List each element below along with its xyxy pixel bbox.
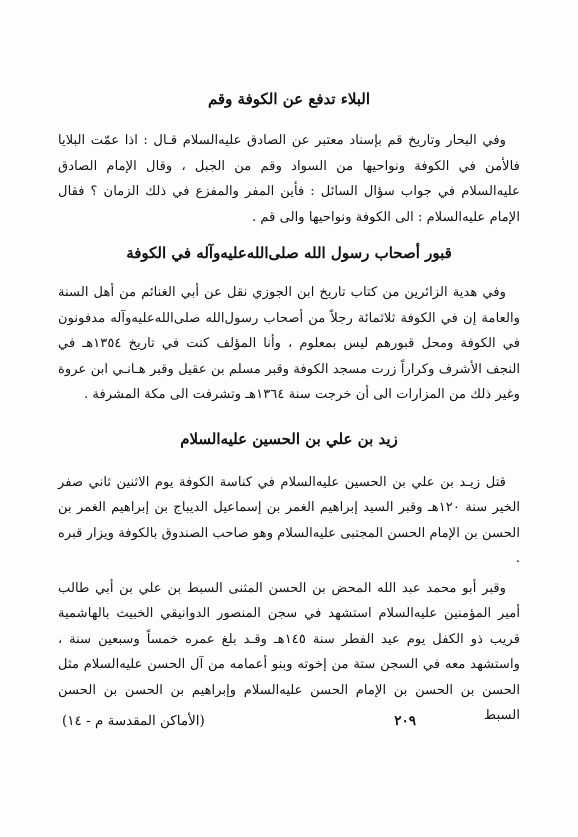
paragraph-zayd-1: قتل زيـد بن علي بن الحسين عليه‌السلام في كناسة الكوفة يوم الاثنين ثاني صفر الخير سنة ١٢٠هـ وقبر السيد إبراهيم الغمر بن إسماعيل الديباج بن إبراهيم الغمر بن الحسن بن الإمام الحسن المجتبى عليه‌السلام وهو صاحب الصندوق بالكوفة ويزار قبره .	[58, 474, 521, 566]
page-body	[58, 80, 520, 733]
paragraph-companions-graves: وفي هدية الزائرين من كتاب تاريخ ابن الجوزي نقل عن أبي الغنائم من أهل السنة والعامة إن في الكوفة ثلاثمائة رجلاً من أصحاب رسول‌الله صلى‌الله‌عليه‌وآله مدفونون في الكوفة ومحل قبورهم ليس بمعلوم ، وأنا المؤلف كنت في تاريخ ١٣٥٤هـ في النجف الأشرف وكراراً زرت مسجد الكوفة وقبر مسلم بن عقيل وقبر هـانـي ابن عروة وغير ذلك من المزارات الى أن خرجت سنة ١٣٦٤هـ وتشرفت الى مكة المشرفة .	[58, 285, 520, 402]
page-footer	[62, 713, 516, 729]
paragraph-calamities: وفي البحار وتاريخ قم بإسناد معتبر عن الصادق عليه‌السلام قـال : اذا عمّت البلايا فالأمن في الكوفة ونواحيها من السواد وقم من الجبل ، وقال الإمام الصادق عليه‌السلام في جواب سؤال السائل : فأين المفر والمفزع في ذلك الزمان ؟ فقال الإمام عليه‌السلام : الى الكوفة ونواحيها والى قم .	[58, 133, 520, 225]
page-number: ٢٠٩	[394, 713, 416, 729]
section-title-calamities: البلاء تدفع عن الكوفة وقم	[207, 90, 371, 108]
section-title-zayd: زيد بن علي بن الحسين عليه‌السلام	[180, 429, 398, 448]
section-title-companions-graves: قبور أصحاب رسول الله صلى‌الله‌عليه‌وآله في الكوفة	[126, 244, 452, 262]
paragraph-zayd-2: وقبر أبو محمد عبد الله المحض بن الحسن المثنى السبط بن علي بن أبي طالب أمير المؤمنين عليه‌السلام استشهد في سجن المنصور الدوانيقي الخبيث بالهاشمية قريب ذو الكفل يوم عيد الفطر سنة ١٤٥هـ وقـد بلغ عمره خمساً وسبعين سنة ، واستشهد معه في السجن ستة من إخوته وبنو أعمامه من آل الحسن عليه‌السلام مثل الحسن بن الحسن بن الإمام الحسن عليه‌السلام وإبراهيم بن الحسن بن الحسن السبط	[58, 580, 521, 723]
series-label: (الأماكن المقدسة م - ١٤)	[62, 713, 205, 729]
